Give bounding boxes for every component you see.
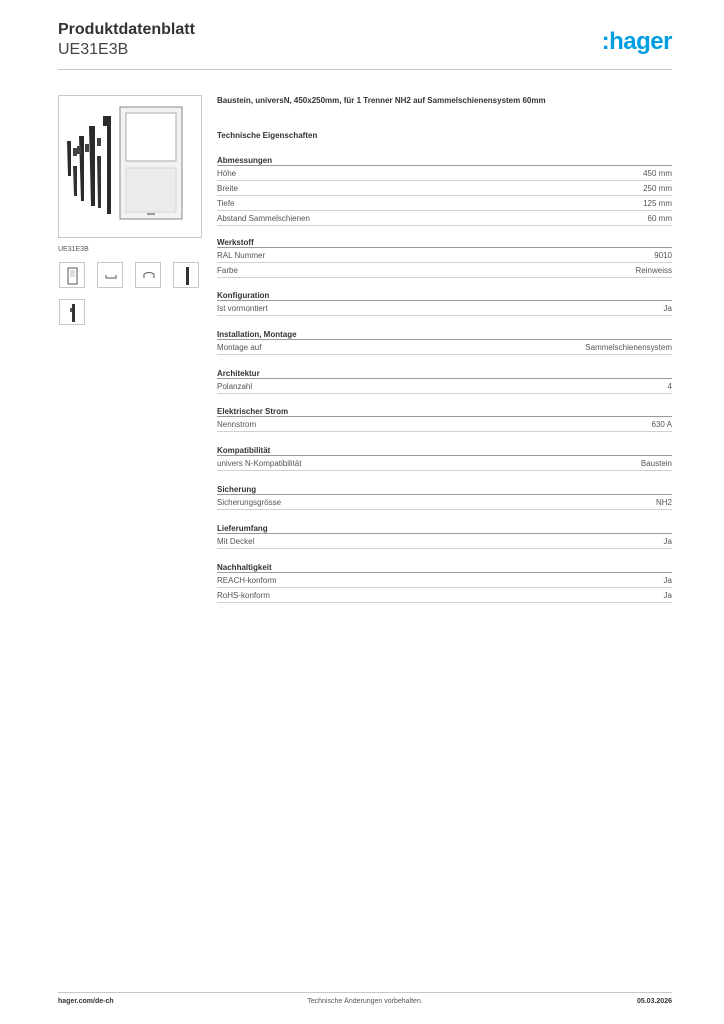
row-value: Reinweiss (635, 266, 672, 275)
logo-text: hager (609, 28, 672, 55)
table-row (217, 211, 672, 226)
section-kompatibilitaet (217, 446, 672, 471)
row-label: Tiefe (217, 199, 235, 208)
row-value: Ja (663, 537, 672, 546)
row-value: Sammelschienensystem (585, 343, 672, 352)
table-row (217, 248, 672, 263)
row-label: Höhe (217, 169, 237, 178)
row-value: Ja (663, 576, 672, 585)
row-label: Abstand Sammelschienen (217, 214, 310, 223)
technical-properties-heading: Technische Eigenschaften (217, 131, 318, 140)
row-label: RoHS-konform (217, 591, 270, 600)
section-title: Lieferumfang (217, 524, 672, 534)
table-row (217, 456, 672, 471)
table-row (217, 263, 672, 278)
article-number: UE31E3B (58, 41, 129, 58)
section-architektur (217, 369, 672, 394)
section-title: Installation, Montage (217, 330, 672, 340)
section-installation (217, 330, 672, 355)
row-value: 9010 (654, 251, 672, 260)
row-label: Nennstrom (217, 420, 257, 429)
technical-data (217, 96, 672, 600)
row-label: RAL Nummer (217, 251, 266, 260)
section-title: Nachhaltigkeit (217, 563, 672, 573)
row-value: Ja (663, 304, 672, 313)
table-row (217, 340, 672, 355)
section-konfiguration (217, 291, 672, 316)
row-value: 630 A (651, 420, 672, 429)
section-title: Werkstoff (217, 238, 672, 248)
section-werkstoff (217, 238, 672, 278)
product-description: Baustein, universN, 450x250mm, für 1 Trenner NH2 auf Sammelschienensystem 60mm (217, 96, 546, 105)
table-row (217, 534, 672, 549)
footer-divider (58, 992, 672, 993)
hager-logo: :hager (601, 28, 672, 55)
table-row (217, 301, 672, 316)
table-row (217, 166, 672, 181)
section-title: Kompatibilität (217, 446, 672, 456)
section-abmessungen (217, 156, 672, 226)
row-label: Sicherungsgrösse (217, 498, 282, 507)
main-product-image[interactable] (58, 95, 202, 238)
row-value: 450 mm (643, 169, 672, 178)
thumbnail-4[interactable] (173, 262, 199, 288)
row-label: REACH-konform (217, 576, 277, 585)
table-row (217, 573, 672, 588)
thumbnail-3[interactable] (135, 262, 161, 288)
row-label: Ist vormontiert (217, 304, 268, 313)
header-divider (58, 69, 672, 70)
table-row (217, 417, 672, 432)
table-row (217, 196, 672, 211)
section-title: Architektur (217, 369, 672, 379)
row-label: Farbe (217, 266, 238, 275)
table-row (217, 588, 672, 603)
table-row (217, 379, 672, 394)
row-label: Mit Deckel (217, 537, 255, 546)
section-title: Konfiguration (217, 291, 672, 301)
row-label: Polanzahl (217, 382, 253, 391)
section-sicherung (217, 485, 672, 510)
row-label: Montage auf (217, 343, 262, 352)
footer-notice: Technische Änderungen vorbehalten. (307, 998, 423, 1005)
row-value: Baustein (640, 459, 672, 468)
footer-website-link[interactable]: hager.com/de-ch (58, 998, 114, 1005)
row-value: 125 mm (643, 199, 672, 208)
page-header (58, 20, 672, 70)
row-value: NH2 (655, 498, 672, 507)
table-row (217, 495, 672, 510)
thumbnail-2[interactable] (97, 262, 123, 288)
image-caption: UE31E3B (58, 246, 89, 253)
table-row (217, 181, 672, 196)
section-title: Elektrischer Strom (217, 407, 672, 417)
section-title: Abmessungen (217, 156, 672, 166)
row-label: Breite (217, 184, 238, 193)
document-title: Produktdatenblatt (58, 21, 195, 38)
product-images (58, 95, 203, 253)
section-elektrischer-strom (217, 407, 672, 432)
row-value: 250 mm (643, 184, 672, 193)
row-value: 60 mm (647, 214, 672, 223)
row-value: Ja (663, 591, 672, 600)
footer-date: 05.03.2026 (636, 998, 672, 1005)
row-label: univers N-Kompatibilität (217, 459, 302, 468)
section-nachhaltigkeit (217, 563, 672, 603)
section-title: Sicherung (217, 485, 672, 495)
thumbnail-5[interactable] (59, 299, 85, 325)
row-value: 4 (667, 382, 672, 391)
section-lieferumfang (217, 524, 672, 549)
thumbnail-1[interactable] (59, 262, 85, 288)
